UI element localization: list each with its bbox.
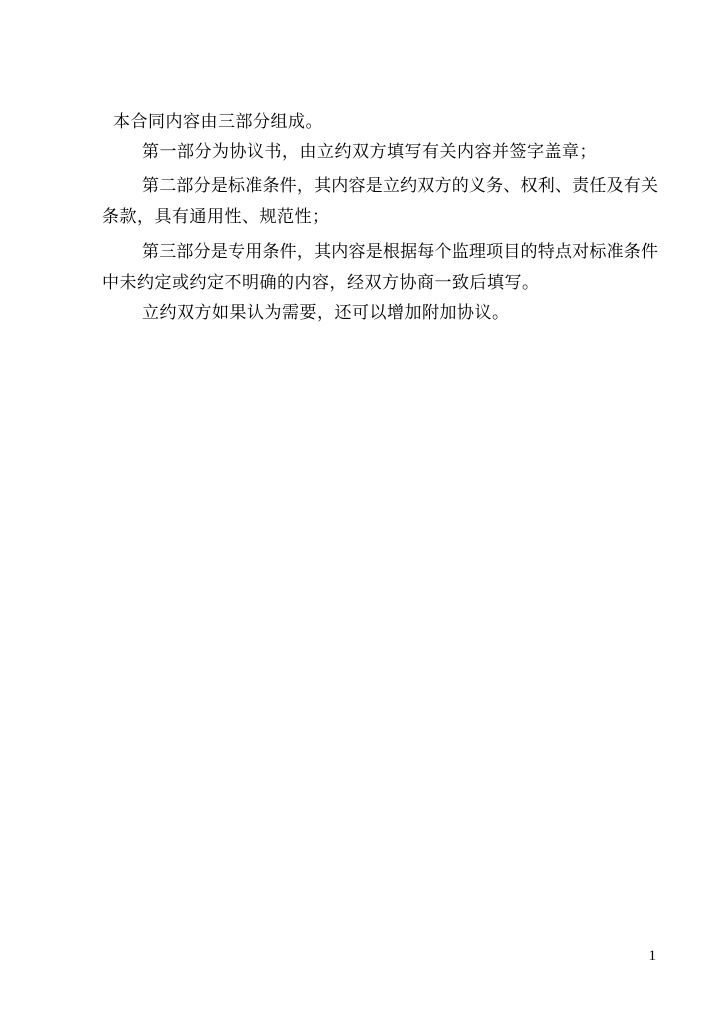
text-line: 中未约定或约定不明确的内容，经双方协商一致后填写。 [102, 273, 540, 292]
text-line: 条款，具有通用性、规范性； [102, 207, 330, 226]
text-line: 第二部分是标准条件，其内容是立约双方的义务、权利、责任及有关 [142, 176, 658, 195]
text-line: 第一部分为协议书，由立约双方填写有关内容并签字盖章； [142, 142, 597, 161]
paragraph [102, 170, 658, 232]
document-body [102, 106, 658, 328]
page-number: 1 [648, 948, 656, 964]
text-line: 第三部分是专用条件，其内容是根据每个监理项目的特点对标准条件 [142, 242, 658, 261]
paragraph [102, 136, 658, 167]
text-line: 立约双方如果认为需要，还可以增加附加协议。 [142, 303, 510, 322]
paragraph [102, 106, 658, 137]
text-line: 本合同内容由三部分组成。 [113, 112, 323, 131]
paragraph [102, 297, 658, 328]
paragraph [102, 236, 658, 298]
